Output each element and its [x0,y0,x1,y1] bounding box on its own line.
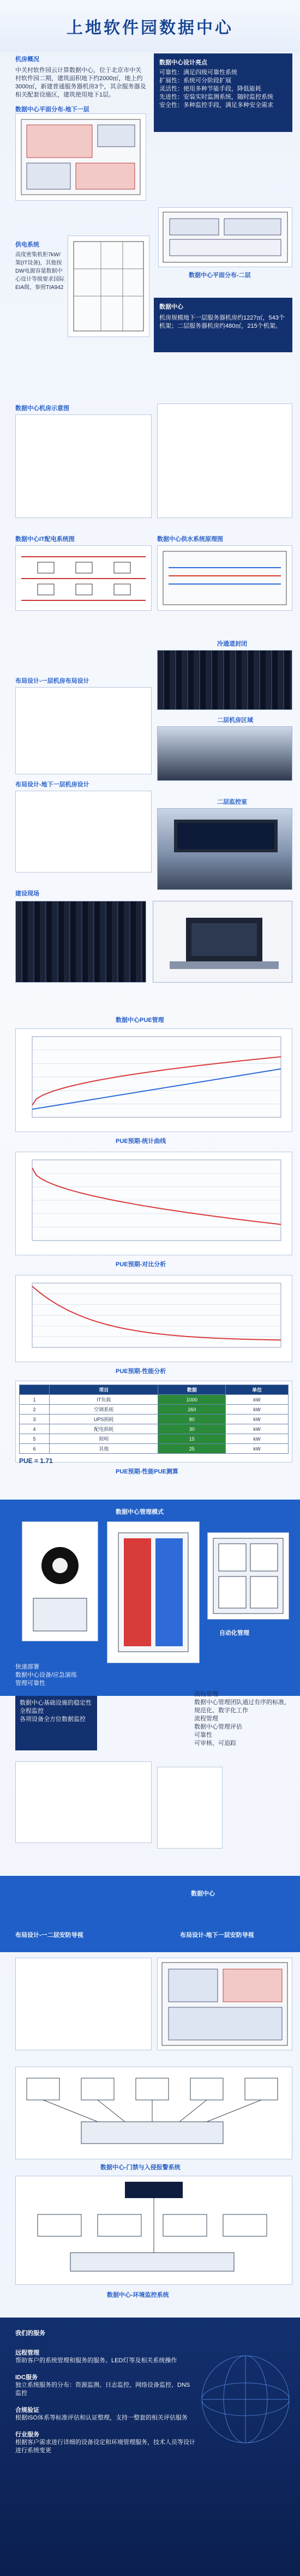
distribution-b2-label: 布局设计-地下一层安防导视 [180,1932,254,1939]
pue-table-header: 数据 [158,1385,226,1395]
service-title: 远程管理 [15,2350,39,2356]
design-point-item: 扩展性：系统可分阶段扩展 [159,77,231,84]
mgmt-diagram-1 [22,1521,98,1641]
mgmt-right-item: 数据中心管理团队通过有序的标准，规范化、数字化工作 [194,1699,290,1714]
scale-label: 数据中心 [159,304,183,310]
overview-text: 中关村软件园云计算数据中心，位于北京市中关村软件园二期，建筑面积地下约2000㎡，地上约3000㎡，新建普通服务器机房3个，其余服务器及相关配套设施区，建筑使用地下1层。 [15,67,146,98]
mgmt-left-list [15,1663,103,1688]
monitor-room-photo [157,808,292,890]
services-band [0,2318,300,2576]
scale-panel [154,298,292,352]
section-ibox-label: 二层机房区域 [217,717,253,724]
distribution-band [0,1876,300,1952]
overview-block [15,55,146,99]
layout-b-plan [15,791,152,872]
pue-table-header [20,1385,50,1395]
section-ups-label: 数据中心机房示意图 [15,405,69,412]
gas-diagram [157,404,292,518]
pue-chart1-label: PUE预期-统计曲线 [116,1138,166,1145]
mgmt-right-item: 可靠性 [194,1732,212,1738]
pue-chart2-label: PUE预期-对比分析 [116,1261,166,1268]
pue-section-label: 数据中心PUE管理 [116,1017,164,1024]
env-label: 数据中心-环境监控系统 [107,2292,169,2298]
section-hvac-label: 数据中心供水系统原理图 [157,536,223,543]
pue-table-panel [15,1381,292,1465]
table-row: 2 空调系统 260 kW [20,1405,289,1415]
mgmt-left-item: 数据中心设备/应急演练 [15,1672,77,1678]
security-diagram [15,2067,292,2159]
design-point-item: 灵活性：使用多种节能手段，降低能耗 [159,86,261,92]
table-row: 5 照明 15 kW [20,1434,289,1444]
page-header [0,0,300,52]
mgmt-caption: 自动化管理 [219,1630,249,1636]
aisle-photo [157,650,292,710]
service-desc: 根据ISO体系等标准评估和认证整理，支持一整套的相关评估服务 [15,2415,188,2421]
service-title: 行业服务 [15,2431,39,2438]
design-points-panel [154,53,292,132]
services-label: 我们的服务 [15,2330,45,2337]
design-point-item: 先进性：安装实时监测系统，随时监控系统 [159,94,273,100]
mgmt-right-list [194,1690,292,1748]
mgmt-left-more [15,1696,97,1750]
section-layout-b-label: 布局设计-地下一层机房设计 [15,781,89,788]
table-row: 1 IT负载 1000 kW [20,1395,289,1405]
hvac-diagram [157,545,292,611]
pue-chart-2 [15,1152,292,1255]
table-row: 6 其他 25 kW [20,1444,289,1454]
overview-label: 机房概况 [15,56,39,63]
distribution-b1-label: 布局设计-一二层安防导视 [15,1932,83,1939]
pue-chart-3 [15,1275,292,1362]
mgmt-left-item: 快速部署 [15,1664,39,1670]
pue-result: PUE = 1.71 [19,1457,53,1465]
section-nav-label: 二层监控室 [217,799,247,805]
table-row: 3 UPS损耗 80 kW [20,1415,289,1424]
service-desc: 独立系统服务的分布：资源监测、日志监控、网络设备监控、DNS监控 [15,2382,190,2397]
table-row: 4 配电损耗 30 kW [20,1424,289,1434]
mgmt-diagram-2 [107,1521,200,1663]
distribution-plan-1 [15,1958,152,2050]
ibox-photo [157,726,292,781]
power-text: 高度密集机柜7kW/架(IT设备)，其他按DW电源容量数据中心设计等级要求国际EIA级，参照TIA942 [15,252,64,291]
mgmt-plan-1 [15,1761,152,1843]
section-dist-label: 数据中心IT配电系统图 [15,536,75,543]
mgmt-right-item: 流程管理 [194,1716,218,1722]
mgmt-left-item: 全程监控 [20,1708,44,1714]
section-facility-label: 建设现场 [15,890,39,897]
distribution-plan-2 [157,1958,292,2050]
mgmt-diagram-3 [207,1532,289,1620]
facility-photo-2 [153,901,292,983]
video-wall [174,820,278,852]
pue-table [19,1385,289,1454]
pue-table-header: 单位 [226,1385,289,1395]
mgmt-right-item: 可审核、可追踪 [194,1740,236,1747]
mgmt-left-item: 管理可靠性 [15,1680,45,1687]
service-title: IDC服务 [15,2374,38,2381]
floorplan-b1-image [15,113,146,201]
security-label: 数据中心-门禁与入侵报警系统 [100,2164,181,2171]
pue-bottom-label: PUE预期-性能PUE测算 [116,1468,178,1475]
mgmt-plan-2 [157,1767,223,1849]
mgmt-right-item: 数据中心管理评估 [194,1724,242,1730]
floorplan-2f-image [158,207,292,267]
mgmt-left-item: 数据中心基础设施的稳定性 [20,1700,92,1706]
mgmt-band [0,1500,300,1696]
design-points-label: 数据中心设计亮点 [159,59,207,66]
distribution-label: 数据中心 [191,1891,215,1897]
dist-diagram [15,545,152,611]
floorplan-2f-label: 数据中心平面分布-二层 [189,272,251,279]
mgmt-right-item: 流程管理 [194,1691,218,1698]
env-diagram [15,2176,292,2285]
section-aisle-label: 冷通道封闭 [217,641,247,647]
design-point-item: 可靠性：满足四级可靠性系统 [159,69,237,76]
service-title: 合规验证 [15,2407,39,2414]
facility-photo-1 [15,901,146,983]
layout-a-plan [15,687,152,774]
mgmt-label: 数据中心管理模式 [116,1509,164,1515]
pue-table-header: 项目 [50,1385,158,1395]
power-label: 供电系统 [15,242,39,248]
mgmt-left-item: 各项设备全方位数据监控 [20,1716,86,1723]
power-block [15,240,64,292]
services-list [15,2348,195,2455]
ups-diagram [15,414,152,518]
globe-icon [196,2350,295,2448]
pue-chart3-label: PUE预期-性能分析 [116,1368,166,1375]
power-diagram [68,236,149,337]
design-point-item: 安全性：多种监控手段，满足多种安全需求 [159,102,273,109]
floorplan-b1-label: 数据中心平面分布-地下一层 [15,106,89,113]
service-desc: 帮助客户的系统管理和服务的服务。LED灯等及相关系统操作 [15,2357,177,2364]
service-desc: 根据客户需求进行详细的设备设定和环境管理服务，技术人员等设计进行系统变更 [15,2439,195,2454]
pue-chart-1 [15,1028,292,1132]
section-layout-a-label: 布局设计-一层机房布局设计 [15,678,89,684]
scale-text: 机房规模地下一层服务器机房约1227㎡，543个机架；二层服务器机房约480㎡，215个机架。 [159,315,285,329]
page-title: 上地软件园数据中心 [67,19,233,37]
